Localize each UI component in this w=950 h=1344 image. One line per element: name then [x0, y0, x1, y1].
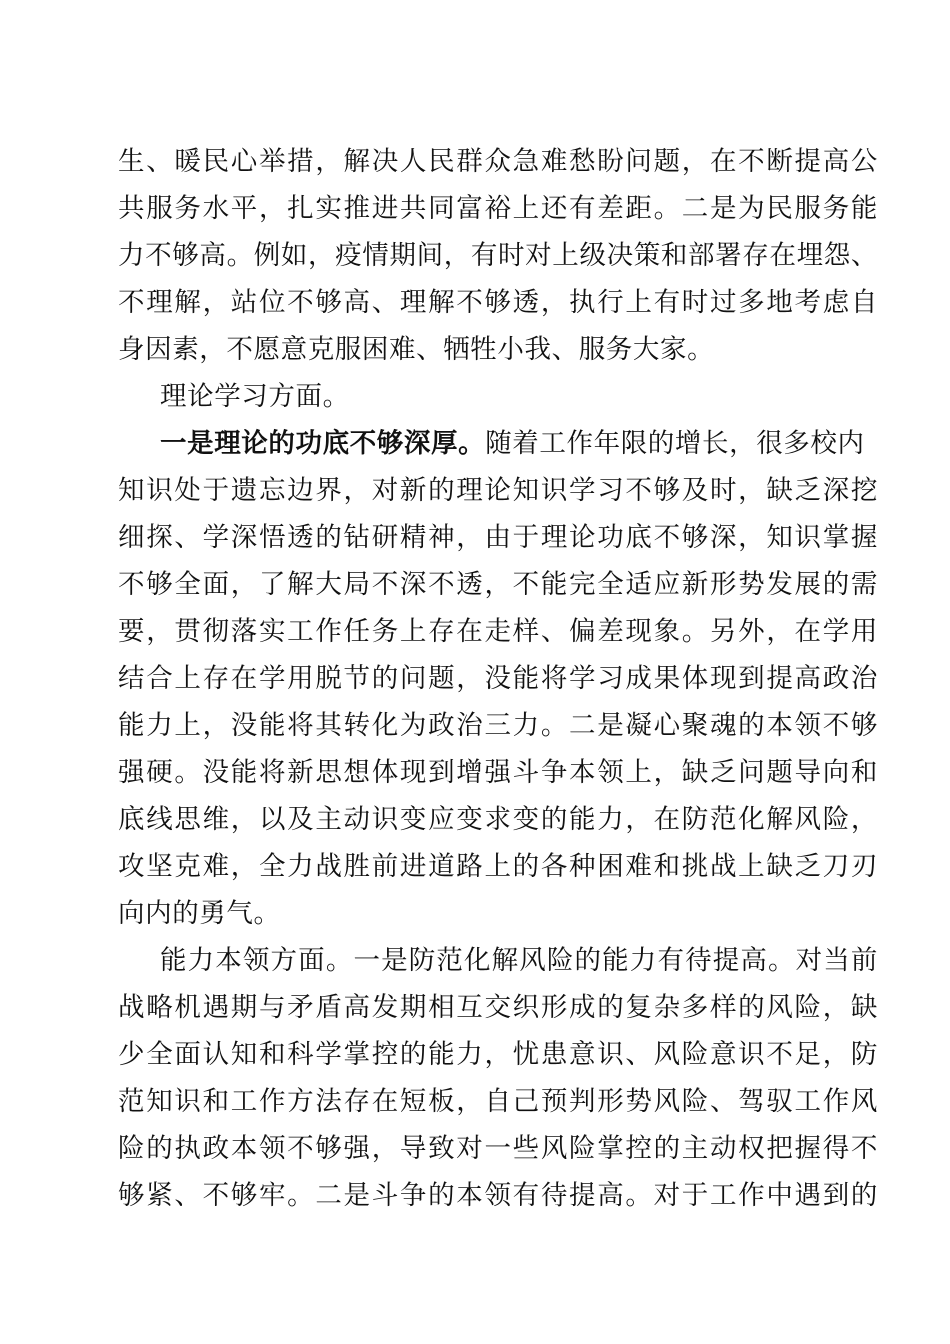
text-line-20: 少全面认知和科学掌控的能力，忧患意识、风险意识不足，防 — [118, 1039, 878, 1070]
text-line-12: 结合上存在学用脱节的问题，没能将学习成果体现到提高政治 — [118, 663, 878, 694]
text-line-23: 够紧、不够牢。二是斗争的本领有待提高。对于工作中遇到的 — [118, 1180, 878, 1211]
text-line-5: 身因素，不愿意克服困难、牺牲小我、服务大家。 — [118, 334, 715, 365]
text-line-15: 底线思维，以及主动识变应变求变的能力，在防范化解风险， — [118, 804, 878, 835]
text-line-21: 范知识和工作方法存在短板，自己预判形势风险、驾驭工作风 — [118, 1086, 878, 1117]
text-line-16: 攻坚克难，全力战胜前进道路上的各种困难和挑战上缺乏刀刃 — [118, 851, 878, 882]
section-heading-theory: 理论学习方面。 — [160, 381, 350, 412]
text-line-17: 向内的勇气。 — [118, 898, 281, 929]
text-line-10: 不够全面，了解大局不深不透，不能完全适应新形势发展的需 — [118, 569, 878, 600]
text-line-11: 要，贯彻落实工作任务上存在走样、偏差现象。另外，在学用 — [118, 616, 878, 647]
text-line-3: 力不够高。例如，疫情期间，有时对上级决策和部署存在埋怨、 — [118, 240, 878, 271]
text-line-13: 能力上，没能将其转化为政治三力。二是凝心聚魂的本领不够 — [118, 710, 878, 741]
text-line-18: 能力本领方面。一是防范化解风险的能力有待提高。对当前 — [160, 945, 878, 976]
text-line-19: 战略机遇期与矛盾高发期相互交织形成的复杂多样的风险，缺 — [118, 992, 878, 1023]
text-line-7-rest: 随着工作年限的增长，很多校内 — [485, 428, 865, 459]
bold-lead-sentence: 一是理论的功底不够深厚。 — [160, 428, 486, 459]
text-line-2: 共服务水平，扎实推进共同富裕上还有差距。二是为民服务能 — [118, 193, 878, 224]
text-line-7 — [160, 424, 878, 464]
text-line-22: 险的执政本领不够强，导致对一些风险掌控的主动权把握得不 — [118, 1133, 878, 1164]
text-line-1: 生、暖民心举措，解决人民群众急难愁盼问题，在不断提高公 — [118, 146, 878, 177]
text-line-9: 细探、学深悟透的钻研精神，由于理论功底不够深，知识掌握 — [118, 522, 878, 553]
text-line-4: 不理解，站位不够高、理解不够透，执行上有时过多地考虑自 — [118, 287, 878, 318]
text-line-8: 知识处于遗忘边界，对新的理论知识学习不够及时，缺乏深挖 — [118, 475, 878, 506]
text-line-14: 强硬。没能将新思想体现到增强斗争本领上，缺乏问题导向和 — [118, 757, 878, 788]
